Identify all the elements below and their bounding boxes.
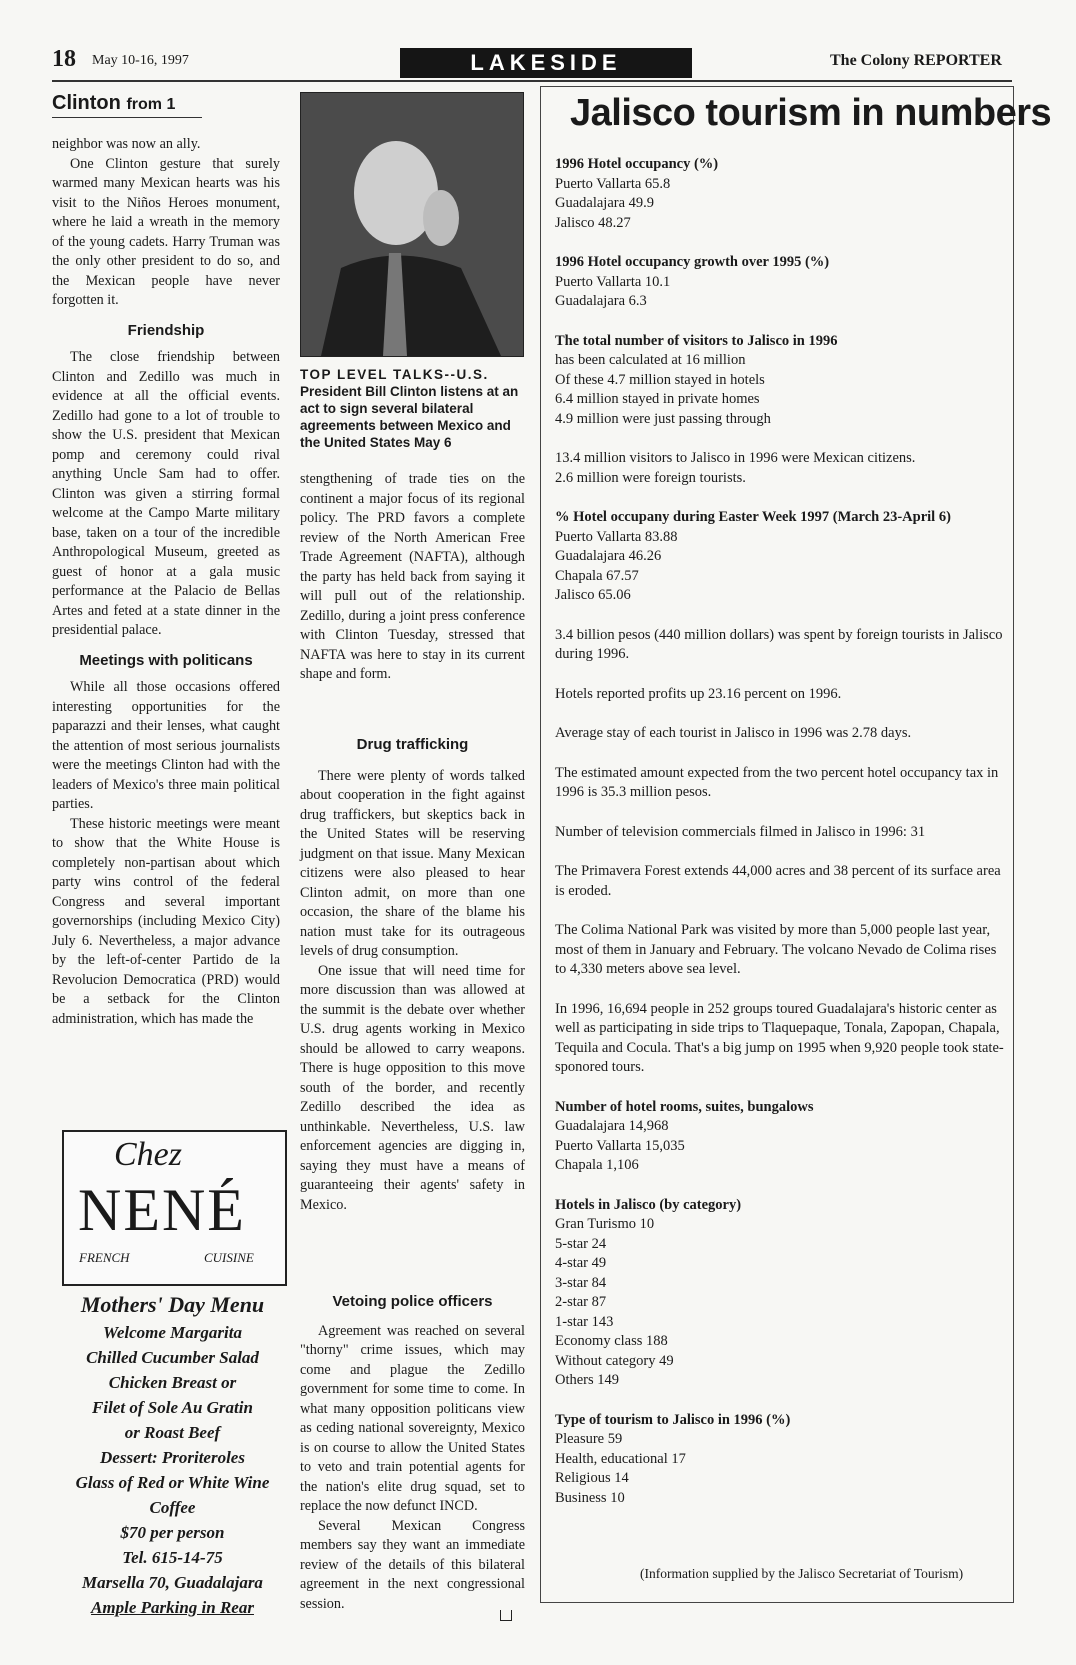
story-column-4 [300,1292,525,1614]
paragraph: While all those occasions offered interesting opportunities for the paparazzi and their lenses, what caught the attention of most serious journalists were the meetings Clinton had with the leaders of Mexico's three main political parties. [52,679,280,812]
stat-line: Health, educational 17 [555,1450,686,1467]
stat-line: Gran Turismo 10 [555,1216,655,1232]
ad-cuisine: CUISINE [204,1250,254,1265]
stat-stay: Average stay of each tourist in Jalisco in 1996 was 2.78 days. [555,725,912,741]
paragraph: There were plenty of words talked about cooperation in the fight against drug traffickers, but skeptics back in the United States will be reserving judgment on that issue. Many Mexican citizens were also pleased to hear Clinton admit, on more than one occasion, the share of the blame his nation must take for its outrageous levels of drug consumption. [300,767,525,959]
stat-line: 2.6 million were foreign tourists. [555,469,746,486]
stat-spent: 3.4 billion pesos (440 million dollars) was spent by foreign tourists in Jalisco during 1996. [555,626,1003,662]
photo-silhouette [301,93,523,356]
menu-title: Mothers' Day Menu [80,1292,265,1317]
menu-line: Marsella 70, Guadalajara [82,1573,263,1592]
stats-types [555,1411,1005,1509]
end-mark [500,1610,512,1621]
story-jump-head [52,92,202,118]
story-column-1 [52,135,280,1029]
stats-hotels [555,1196,1005,1391]
subhead-friendship: Friendship [127,321,205,339]
page-number: 18 [52,46,76,72]
stats-heading: The total number of visitors to Jalisco in 1996 [555,332,838,349]
stat-line: Puerto Vallarta 10.1 [555,273,671,290]
stat-line: Guadalajara 6.3 [555,293,647,309]
stat-line: 4-star 49 [555,1255,607,1271]
stat-line: Economy class 188 [555,1333,668,1349]
stat-line: 3-star 84 [555,1274,607,1291]
menu-line: Filet of Sole Au Gratin [92,1398,253,1417]
paragraph: Agreement was reached on several "thorny" crime issues, which may come and plague the Zedillo government for some time to come. In what many opposition politicans view as ceding national sovereignty, Mexico is on course to allow the United States to veto and train potential agents for the nation's elite drug squad, set to replace the now defunct INCD. [300,1322,525,1514]
ad-logo [62,1130,287,1286]
stats-easter [555,508,1005,606]
stats-heading: Hotels in Jalisco (by category) [555,1196,742,1213]
stat-line: 1-star 143 [555,1313,614,1330]
menu-line: $70 per person [120,1523,225,1542]
stat-tours: In 1996, 16,694 people in 252 groups toured Guadalajara's historic center as well as participating in side trips to Tlaquepaque, Tonala, Zapopan, Chapala, Tequila and Cocula. That's a big jump on 1995 when 9,920 people took state-sponored tours. [555,1000,1004,1075]
caption-lead: TOP LEVEL TALKS--U.S. [300,367,489,382]
menu-line: Chilled Cucumber Salad [86,1348,259,1367]
section-banner: LAKESIDE [400,48,692,78]
clinton-photo [300,92,524,357]
stat-commercials: Number of television commercials filmed in Jalisco in 1996: 31 [555,823,926,840]
stat-line: 5-star 24 [555,1235,607,1252]
stat-line: Business 10 [555,1489,625,1506]
stat-line: 13.4 million visitors to Jalisco in 1996 were Mexican citizens. [555,450,916,466]
subhead-vetoing: Vetoing police officers [332,1293,493,1310]
tourism-stats [555,155,1005,1528]
paragraph: Several Mexican Congress members say they want an immediate review of the details of this bilateral agreement in the next congressional session. [300,1517,525,1612]
subhead-drug: Drug trafficking [356,736,469,753]
header-rule [52,80,1012,82]
stat-line: Religious 14 [555,1470,629,1486]
paragraph: stengthening of trade ties on the continent a major focus of its regional policy. The PRD favors a complete review of the North American Free Trade Agreement (NAFTA), although the party has held back from saying it will pull out of the relationship. Zedillo, during a joint press conference with Clinton Tuesday, stressed that NAFTA was here to stay in its current shape and form. [300,471,525,682]
stat-line: Jalisco 48.27 [555,214,631,231]
issue-date: May 10-16, 1997 [92,53,189,68]
stat-line: Pleasure 59 [555,1431,623,1447]
stats-growth [555,253,1005,312]
stat-tax: The estimated amount expected from the two percent hotel occupancy tax in 1996 is 35.3 million pesos. [555,764,999,800]
menu-line: Chicken Breast or [108,1373,237,1392]
stats-heading: 1996 Hotel occupancy (%) [555,156,719,172]
stats-mexican [555,449,1005,488]
story-column-3 [300,735,525,1215]
stat-line: 6.4 million stayed in private homes [555,391,760,407]
menu-line: or Roast Beef [124,1423,221,1442]
ad-french: FRENCH [79,1250,130,1265]
paragraph: One Clinton gesture that surely warmed many Mexican hearts was his visit to the Niños Heroes monument, where he laid a wreath in the memory of the young cadets. Harry Truman was the only other president to do so, and the Mexican people have never forgotten it. [52,155,280,308]
story-column-2 [300,470,525,685]
paragraph: One issue that will need time for more discussion than was allowed at the summit is the debate over whether U.S. drug agents working in Mexico should be allowed to carry weapons. There is huge opposition to this move south of the border, and recently Zedillo described the idea as unthinkable. Nevertheless, U.S. law enforcement agencies are digging in, saying they must have a means of guaranteeing their agents' safety in Mexico. [300,962,525,1213]
ad-chez: Chez [114,1136,182,1173]
stat-line: Chapala 1,106 [555,1157,639,1173]
menu-line: Ample Parking in Rear [91,1598,254,1617]
stats-rooms [555,1098,1005,1176]
stats-heading: Number of hotel rooms, suites, bungalows [555,1098,814,1115]
stats-visitors [555,332,1005,430]
paragraph: These historic meetings were meant to show that the White House is completely non-partisan about which party wins control of the federal Congress and several important governorships (including Mexico City) July 6. Nevertheless, a major advance by the left-of-center Partido de la Revolucion Democratica (PRD) would be a setback for the Clinton administration, which has made the [52,815,280,1027]
stat-colima: The Colima National Park was visited by more than 5,000 people last year, most of them in January and February. The volcano Nevado de Colima rises to 4,330 meters above sea level. [555,922,997,977]
caption-text: President Bill Clinton listens at an act to sign several bilateral agreements between Mexico and the United States May 6 [300,384,519,450]
stat-primavera: The Primavera Forest extends 44,000 acres and 38 percent of its surface area is eroded. [555,863,1001,899]
menu-line: Glass of Red or White Wine [75,1473,270,1492]
menu-line: Welcome Margarita [103,1323,242,1342]
stat-line: Guadalajara 14,968 [555,1118,669,1134]
stat-line: 4.9 million were just passing through [555,410,771,427]
stat-line: Jalisco 65.06 [555,587,631,603]
photo-caption [300,366,525,451]
stat-profits: Hotels reported profits up 23.16 percent on 1996. [555,685,842,702]
ad-nene: NENÉ [78,1177,246,1243]
paragraph: neighbor was now an ally. [52,136,201,152]
stat-line: Chapala 67.57 [555,567,639,584]
stat-line: has been calculated at 16 million [555,352,746,368]
sidebar-source: (Information supplied by the Jalisco Secretariat of Tourism) [640,1566,964,1581]
stat-line: Puerto Vallarta 15,035 [555,1137,685,1154]
restaurant-ad [62,1130,283,1665]
sidebar-title: Jalisco tourism in numbers [570,92,1052,134]
stat-line: Others 149 [555,1372,620,1388]
stat-line: Of these 4.7 million stayed in hotels [555,371,765,388]
menu-line: Coffee [149,1498,196,1517]
stats-heading: 1996 Hotel occupancy growth over 1995 (%) [555,254,830,270]
stat-line: Puerto Vallarta 83.88 [555,528,678,545]
stat-line: Guadalajara 49.9 [555,195,655,211]
ad-menu [62,1290,283,1620]
story-head-word: Clinton [52,92,121,114]
stats-heading: % Hotel occupany during Easter Week 1997 (March 23-April 6) [555,509,951,525]
stat-line: Puerto Vallarta 65.8 [555,175,671,192]
stats-occupancy [555,155,1005,233]
stat-line: Without category 49 [555,1352,674,1369]
menu-line: Tel. 615-14-75 [122,1548,223,1567]
story-head-from: from 1 [126,96,176,113]
paragraph: The close friendship between Clinton and Zedillo was much in evidence at all the official events. Zedillo had gone to a lot of trouble to show the U.S. president that Mexican pomp and ceremony could rival anything Uncle Sam had to offer. Clinton was given a stirring formal welcome at the Campo Marte military base, taken on a tour of the incredible Anthropological Museum, greeted as guest of honor at a gala music performance at the Palacio de Bellas Artes and feted at a state dinner in the presidential palace. [52,349,280,638]
stat-line: Guadalajara 46.26 [555,548,662,564]
newspaper-name: The Colony REPORTER [830,52,1002,69]
stats-heading: Type of tourism to Jalisco in 1996 (%) [555,1411,791,1428]
stat-line: 2-star 87 [555,1294,607,1310]
menu-line: Dessert: Proriteroles [100,1448,245,1467]
subhead-meetings: Meetings with politicans [79,651,253,669]
